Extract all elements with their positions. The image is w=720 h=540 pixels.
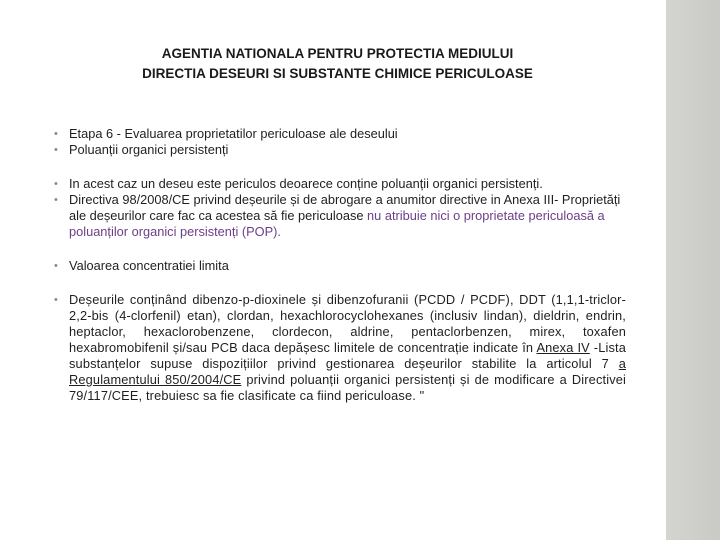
bullet-limit-value: • Valoarea concentratiei limita xyxy=(52,258,626,274)
bullet-group-waste-list xyxy=(52,292,626,404)
bullet-stage-6: • Etapa 6 - Evaluarea proprietatilor periculoase ale deseului xyxy=(52,126,626,142)
bullet-hazard-reason: • In acest caz un deseu este periculos deoarece conține poluanții organici persistenți. xyxy=(52,176,626,192)
bullet-group-stage xyxy=(52,126,626,158)
bullet-pop: • Poluanții organici persistenți xyxy=(52,142,626,158)
bullet-directive xyxy=(52,192,626,240)
bullet-waste-substances xyxy=(52,292,626,404)
annex-iv-link[interactable]: Anexa IV xyxy=(536,340,590,355)
regulation-850-link[interactable]: a Regulamentului 850/2004/CE xyxy=(69,356,626,387)
directive-text: Directiva 98/2008/CE privind deșeurile și de abrogare a anumitor directive in Anexa III- Proprietăți ale deșeurilor care fac ca acestea să fie periculoase xyxy=(69,192,621,223)
title-line-agency: AGENTIA NATIONALA PENTRU PROTECTIA MEDIULUI xyxy=(161,46,514,61)
title-line-directorate: DIRECTIA DESEURI SI SUBSTANTE CHIMICE PERICULOASE xyxy=(142,66,533,81)
waste-text-part2: -Lista substanțelor supuse dispozițiilor privind gestionarea deșeurilor stabilite la articolul 7 xyxy=(69,340,626,371)
waste-text-part3: privind poluanții organici persistenți și de modificare a Directivei 79/117/CEE, trebuiesc sa fie clasificate ca fiind periculoase. " xyxy=(69,372,626,403)
directive-highlight: nu atribuie nici o proprietate periculoasă a poluanților organici persistenți (POP). xyxy=(69,208,605,239)
slide-title xyxy=(60,44,615,84)
slide-body xyxy=(52,126,626,404)
decorative-side-band xyxy=(666,0,720,540)
bullet-group-explanation xyxy=(52,176,626,240)
bullet-group-limit xyxy=(52,258,626,274)
waste-text-part1: Deșeurile conținând dibenzo-p-dioxinele și dibenzofuranii (PCDD / PCDF), DDT (1,1,1-triclor-2,2-bis (4-clorfenil) etan), clordan, hexachlorocyclohexanes (inclusiv lindan), dieldrin, endrin, heptaclor, hexaclorobenzene, clordecon, aldrine, pentaclorbenzen, mirex, toxafen hexabromobifenil și/sau PCB daca depășesc limitele de concentrație indicate în xyxy=(69,292,626,355)
